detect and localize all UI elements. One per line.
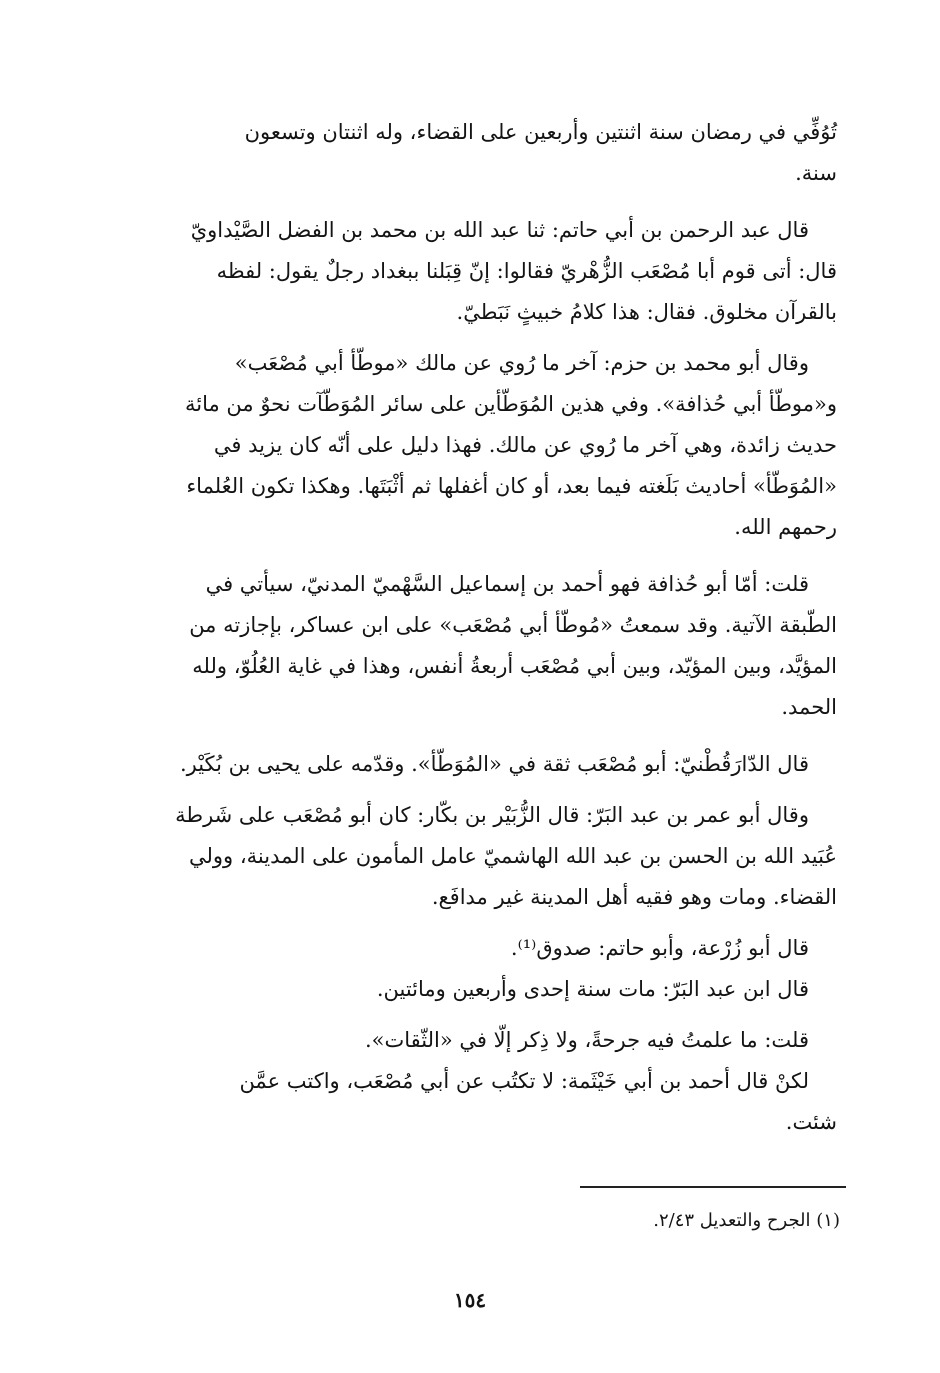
page-body [105, 112, 837, 1143]
text-line: المؤيَّد، وبين المؤيّد، وبين أبي مُصْعَب أربعةُ أنفس، وهذا في غاية العُلُوّ، ولله [192, 654, 837, 678]
text-line: قلت: ما علمتُ فيه جرحةً، ولا ذِكر إلّا في «الثّقات». [364, 1028, 809, 1052]
paragraph-abu-hudhafa [105, 564, 837, 728]
paragraph-ibn-abd-al-barr [105, 795, 837, 918]
text-line: قال عبد الرحمن بن أبي حاتم: ثنا عبد الله بن محمد بن الفضل الصَّيْداويّ [190, 218, 809, 242]
paragraph-death-note [105, 112, 837, 194]
text-line: الحمد. [781, 695, 837, 719]
paragraph-daraqutni [105, 744, 837, 785]
text-line: قال أبو زُرْعة، وأبو حاتم: صدوق⁽¹⁾. [510, 936, 809, 960]
text-line: رحمهم الله. [734, 515, 837, 539]
footnote: (١) الجرح والتعديل ٢/٤٣. [653, 1210, 840, 1231]
text-line: شئت. [785, 1110, 837, 1134]
paragraph-abu-zura [105, 928, 837, 1010]
footnote-separator [580, 1186, 846, 1188]
text-line: القضاء. ومات وهو فقيه أهل المدينة غير مدافَع. [431, 885, 837, 909]
text-line: بالقرآن مخلوق. فقال: هذا كلامُ خبيثٍ نَبَطيّ. [456, 300, 837, 324]
text-line: قال: أتى قوم أبا مُصْعَب الزُّهْريّ فقالوا: إنّ قِبَلنا ببغداد رجلٌ يقول: لفظه [216, 259, 837, 283]
paragraph-ibn-abi-hatim [105, 210, 837, 333]
text-line: تُوُفِّي في رمضان سنة اثنتين وأربعين على القضاء، وله اثنتان وتسعون [244, 120, 837, 144]
text-line: الطّبقة الآتية. وقد سمعتُ «مُوطّأ أبي مُصْعَب» على ابن عساكر، بإجازته من [189, 613, 837, 637]
text-line: سنة. [795, 161, 837, 185]
text-line: حديث زائدة، وهي آخر ما رُوي عن مالك. فهذا دليل على أنّه كان يزيد في [213, 433, 837, 457]
text-line: قال الدّارَقُطْنيّ: أبو مُصْعَب ثقة في «المُوَطّأ». وقدّمه على يحيى بن بُكَيْر. [179, 752, 809, 776]
paragraph-author-note [105, 1020, 837, 1143]
paragraph-ibn-hazm [105, 343, 837, 548]
text-line: «المُوَطّأ» أحاديث بَلَغته فيما بعد، أو كان أغفلها ثم أثْبَتَها. وهكذا تكون العُلماء [186, 474, 837, 498]
text-line: وقال أبو محمد بن حزم: آخر ما رُوي عن مالك «موطّأ أبي مُصْعَب» [234, 351, 809, 375]
text-line: و«موطّأ أبي حُذافة». وفي هذين المُوَطّأين على سائر المُوَطّآت نحوٌ من مائة [185, 392, 837, 416]
text-line: عُبَيد الله بن الحسن بن عبد الله الهاشميّ عامل المأمون على المدينة، وولي [189, 844, 837, 868]
text-line: لكنْ قال أحمد بن أبي خَيْثَمة: لا تكتُب عن أبي مُصْعَب، واكتب عمَّن [239, 1069, 809, 1093]
page-number: ١٥٤ [453, 1288, 487, 1312]
text-line: وقال أبو عمر بن عبد البَرّ: قال الزُّبَيْر بن بكّار: كان أبو مُصْعَب على شَرطة [175, 803, 809, 827]
text-line: قلت: أمّا أبو حُذافة فهو أحمد بن إسماعيل السَّهْميّ المدنيّ، سيأتي في [205, 572, 809, 596]
text-line: قال ابن عبد البَرّ: مات سنة إحدى وأربعين ومائتين. [376, 977, 809, 1001]
